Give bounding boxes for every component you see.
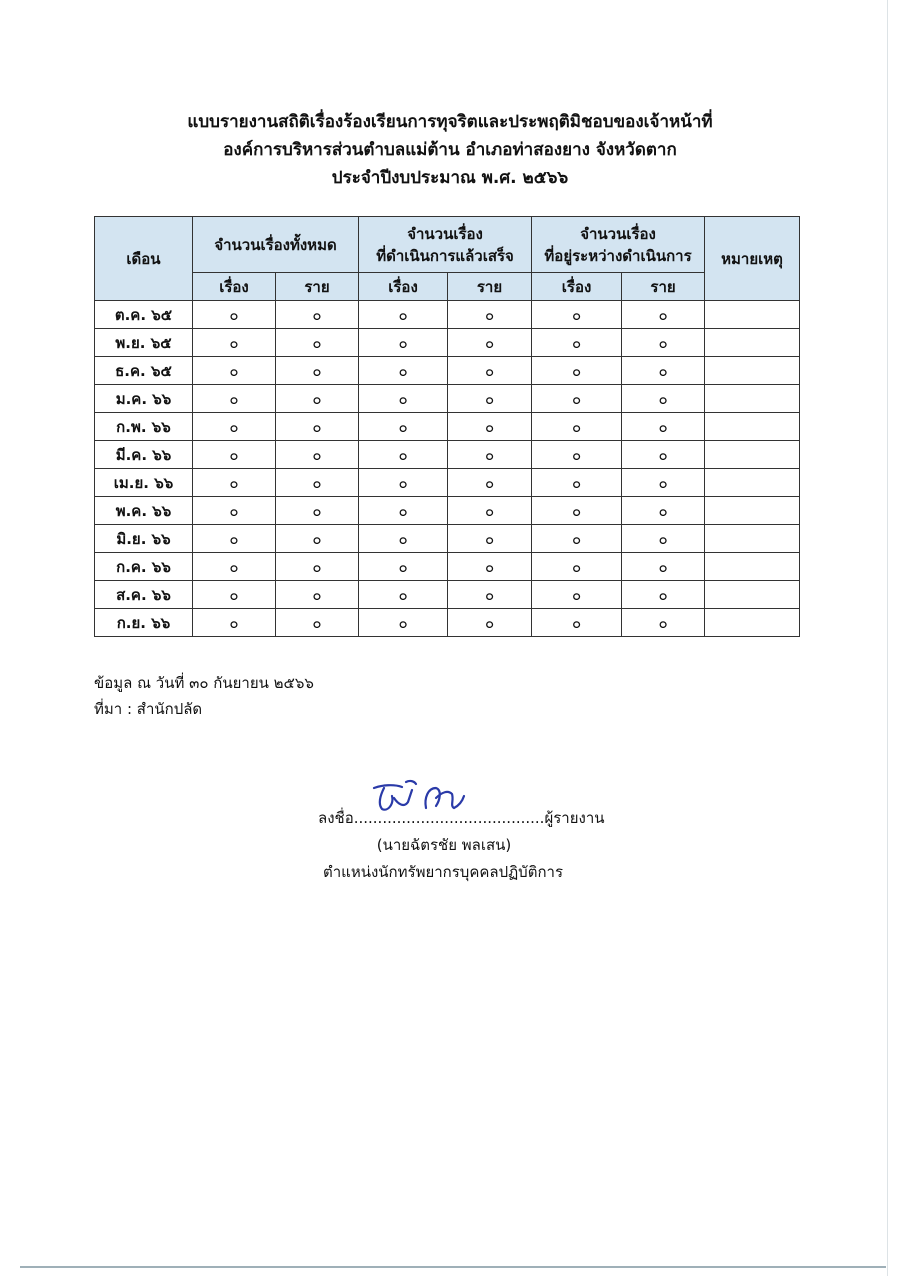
month-cell: ก.ย. ๖๖ — [95, 609, 193, 637]
value-cell — [276, 581, 359, 609]
table-row — [95, 329, 800, 357]
report-title — [0, 108, 900, 192]
table-row — [95, 609, 800, 637]
value-cell — [193, 469, 276, 497]
value-cell — [193, 413, 276, 441]
value-text: ๐ — [398, 613, 408, 632]
value-text: ๐ — [312, 557, 322, 576]
signer-position: ตำแหน่งนักทรัพยากรบุคคลปฏิบัติการ — [322, 863, 563, 881]
value-cell — [276, 329, 359, 357]
remark-cell — [705, 301, 800, 329]
value-text: ๐ — [312, 333, 322, 352]
value-text: ๐ — [571, 417, 582, 436]
header-completed-line1: จำนวนเรื่อง — [407, 224, 483, 243]
value-cell — [359, 301, 448, 329]
remark-cell — [705, 581, 800, 609]
value-cell — [622, 301, 705, 329]
value-cell — [532, 385, 622, 413]
value-text: ๐ — [398, 529, 408, 548]
value-cell — [193, 385, 276, 413]
subheader-story: เรื่อง — [532, 273, 622, 301]
value-cell — [276, 413, 359, 441]
remark-cell — [705, 385, 800, 413]
value-cell — [359, 581, 448, 609]
value-text: ๐ — [484, 473, 495, 492]
value-text: ๐ — [571, 445, 582, 464]
remark-cell — [705, 497, 800, 525]
value-text: ๐ — [229, 529, 239, 548]
value-cell — [193, 553, 276, 581]
value-text: ๐ — [484, 613, 495, 632]
value-cell — [193, 441, 276, 469]
value-text: ๐ — [312, 389, 322, 408]
subheader-story: เรื่อง — [193, 273, 276, 301]
table-row — [95, 497, 800, 525]
month-cell: ก.ค. ๖๖ — [95, 553, 193, 581]
value-text: ๐ — [571, 305, 582, 324]
data-date-note: ข้อมูล ณ วันที่ ๓๐ กันยายน ๒๕๖๖ — [94, 674, 314, 692]
header-pending — [532, 217, 705, 273]
value-text: ๐ — [484, 361, 495, 380]
month-cell: เม.ย. ๖๖ — [95, 469, 193, 497]
value-text: ๐ — [658, 501, 668, 520]
remark-cell — [705, 469, 800, 497]
month-cell: ส.ค. ๖๖ — [95, 581, 193, 609]
statistics-table — [94, 216, 800, 637]
value-cell — [532, 497, 622, 525]
value-cell — [448, 469, 532, 497]
value-text: ๐ — [398, 361, 408, 380]
value-text: ๐ — [398, 389, 408, 408]
header-pending-line1: จำนวนเรื่อง — [580, 224, 656, 243]
value-text: ๐ — [312, 305, 322, 324]
header-pending-line2: ที่อยู่ระหว่างดำเนินการ — [544, 246, 692, 265]
value-cell — [276, 609, 359, 637]
subheader-item: ราย — [622, 273, 705, 301]
value-text: ๐ — [229, 557, 239, 576]
value-cell — [193, 525, 276, 553]
subheader-item: ราย — [448, 273, 532, 301]
header-total: จำนวนเรื่องทั้งหมด — [193, 217, 359, 273]
table-row — [95, 553, 800, 581]
value-text: ๐ — [571, 585, 582, 604]
value-cell — [276, 301, 359, 329]
month-cell: ก.พ. ๖๖ — [95, 413, 193, 441]
value-cell — [448, 301, 532, 329]
value-text: ๐ — [571, 557, 582, 576]
subheader-story: เรื่อง — [359, 273, 448, 301]
value-cell — [448, 609, 532, 637]
table-row — [95, 441, 800, 469]
table-row — [95, 525, 800, 553]
table-row — [95, 301, 800, 329]
page-bottom-rule — [20, 1266, 886, 1268]
value-text: ๐ — [398, 305, 408, 324]
signer-name: (นายฉัตรชัย พลเสน) — [376, 836, 512, 854]
value-text: ๐ — [658, 417, 668, 436]
value-text: ๐ — [398, 585, 408, 604]
value-cell — [448, 329, 532, 357]
value-text: ๐ — [484, 445, 495, 464]
value-cell — [276, 553, 359, 581]
value-text: ๐ — [484, 333, 495, 352]
value-text: ๐ — [571, 529, 582, 548]
signature-line — [318, 806, 605, 830]
table-body — [95, 301, 800, 637]
table-row — [95, 469, 800, 497]
sign-label: ลงชื่อ — [318, 809, 354, 827]
signature-dots: ........................................ — [353, 809, 545, 827]
remark-cell — [705, 441, 800, 469]
value-text: ๐ — [658, 557, 668, 576]
value-cell — [532, 441, 622, 469]
value-text: ๐ — [658, 361, 668, 380]
value-cell — [193, 497, 276, 525]
value-text: ๐ — [484, 305, 495, 324]
table-row — [95, 581, 800, 609]
value-cell — [276, 497, 359, 525]
value-cell — [193, 329, 276, 357]
value-cell — [448, 581, 532, 609]
month-cell: ต.ค. ๖๕ — [95, 301, 193, 329]
value-text: ๐ — [571, 613, 582, 632]
value-text: ๐ — [658, 585, 668, 604]
value-cell — [532, 301, 622, 329]
value-text: ๐ — [658, 529, 668, 548]
value-text: ๐ — [658, 333, 668, 352]
value-cell — [622, 497, 705, 525]
value-cell — [359, 469, 448, 497]
value-text: ๐ — [229, 473, 239, 492]
value-text: ๐ — [312, 613, 322, 632]
value-text: ๐ — [229, 333, 239, 352]
value-cell — [448, 497, 532, 525]
value-cell — [622, 385, 705, 413]
month-cell: พ.ค. ๖๖ — [95, 497, 193, 525]
value-cell — [622, 525, 705, 553]
value-text: ๐ — [484, 501, 495, 520]
value-cell — [448, 525, 532, 553]
value-text: ๐ — [484, 557, 495, 576]
value-cell — [359, 357, 448, 385]
value-text: ๐ — [658, 613, 668, 632]
value-text: ๐ — [484, 585, 495, 604]
source-note: ที่มา : สำนักปลัด — [94, 700, 203, 718]
value-text: ๐ — [229, 501, 239, 520]
value-cell — [359, 553, 448, 581]
value-cell — [193, 357, 276, 385]
value-cell — [193, 609, 276, 637]
value-text: ๐ — [312, 585, 322, 604]
value-cell — [448, 553, 532, 581]
value-text: ๐ — [571, 473, 582, 492]
remark-cell — [705, 329, 800, 357]
value-text: ๐ — [484, 389, 495, 408]
value-cell — [359, 497, 448, 525]
title-line-3: ประจำปีงบประมาณ พ.ศ. ๒๕๖๖ — [331, 168, 569, 188]
value-cell — [622, 581, 705, 609]
remark-cell — [705, 609, 800, 637]
value-text: ๐ — [484, 529, 495, 548]
value-cell — [622, 413, 705, 441]
value-text: ๐ — [398, 501, 408, 520]
value-text: ๐ — [229, 585, 239, 604]
table-row — [95, 357, 800, 385]
value-cell — [532, 413, 622, 441]
value-text: ๐ — [229, 445, 239, 464]
table-row — [95, 385, 800, 413]
header-completed-line2: ที่ดำเนินการแล้วเสร็จ — [376, 246, 514, 265]
value-text: ๐ — [398, 557, 408, 576]
value-cell — [622, 469, 705, 497]
reporter-label: ผู้รายงาน — [544, 809, 605, 827]
value-text: ๐ — [571, 389, 582, 408]
value-cell — [532, 581, 622, 609]
value-text: ๐ — [658, 389, 668, 408]
value-text: ๐ — [312, 417, 322, 436]
month-cell: ม.ค. ๖๖ — [95, 385, 193, 413]
value-cell — [359, 609, 448, 637]
value-cell — [359, 525, 448, 553]
value-cell — [622, 553, 705, 581]
value-text: ๐ — [312, 361, 322, 380]
value-text: ๐ — [312, 473, 322, 492]
value-cell — [622, 609, 705, 637]
value-text: ๐ — [571, 501, 582, 520]
remark-cell — [705, 357, 800, 385]
value-text: ๐ — [398, 445, 408, 464]
month-cell: พ.ย. ๖๕ — [95, 329, 193, 357]
value-cell — [359, 329, 448, 357]
value-text: ๐ — [658, 445, 668, 464]
value-cell — [193, 581, 276, 609]
remark-cell — [705, 413, 800, 441]
value-text: ๐ — [398, 473, 408, 492]
value-text: ๐ — [398, 417, 408, 436]
value-cell — [276, 357, 359, 385]
value-text: ๐ — [312, 529, 322, 548]
value-cell — [532, 553, 622, 581]
title-line-2: องค์การบริหารส่วนตำบลแม่ต้าน อำเภอท่าสองยาง จังหวัดตาก — [223, 140, 677, 160]
table-row — [95, 413, 800, 441]
header-month: เดือน — [95, 217, 193, 301]
remark-cell — [705, 525, 800, 553]
value-text: ๐ — [312, 501, 322, 520]
header-completed — [359, 217, 532, 273]
title-line-1: แบบรายงานสถิติเรื่องร้องเรียนการทุจริตและประพฤติมิชอบของเจ้าหน้าที่ — [187, 112, 713, 132]
value-cell — [448, 413, 532, 441]
subheader-item: ราย — [276, 273, 359, 301]
value-text: ๐ — [229, 305, 239, 324]
month-cell: ธ.ค. ๖๕ — [95, 357, 193, 385]
value-cell — [193, 301, 276, 329]
value-cell — [276, 441, 359, 469]
remark-cell — [705, 553, 800, 581]
value-cell — [622, 357, 705, 385]
value-cell — [532, 357, 622, 385]
value-text: ๐ — [229, 361, 239, 380]
value-cell — [622, 329, 705, 357]
value-text: ๐ — [658, 473, 668, 492]
value-cell — [448, 441, 532, 469]
value-cell — [532, 469, 622, 497]
value-cell — [276, 385, 359, 413]
value-cell — [359, 413, 448, 441]
value-text: ๐ — [398, 333, 408, 352]
value-text: ๐ — [658, 305, 668, 324]
value-text: ๐ — [229, 613, 239, 632]
value-cell — [448, 385, 532, 413]
value-text: ๐ — [571, 333, 582, 352]
value-cell — [532, 525, 622, 553]
value-cell — [359, 385, 448, 413]
value-cell — [532, 609, 622, 637]
value-text: ๐ — [229, 389, 239, 408]
value-cell — [276, 469, 359, 497]
month-cell: มิ.ย. ๖๖ — [95, 525, 193, 553]
value-text: ๐ — [571, 361, 582, 380]
value-text: ๐ — [484, 417, 495, 436]
header-remark: หมายเหตุ — [705, 217, 800, 301]
value-text: ๐ — [312, 445, 322, 464]
value-text: ๐ — [229, 417, 239, 436]
value-cell — [276, 525, 359, 553]
value-cell — [359, 441, 448, 469]
value-cell — [532, 329, 622, 357]
value-cell — [622, 441, 705, 469]
month-cell: มี.ค. ๖๖ — [95, 441, 193, 469]
value-cell — [448, 357, 532, 385]
